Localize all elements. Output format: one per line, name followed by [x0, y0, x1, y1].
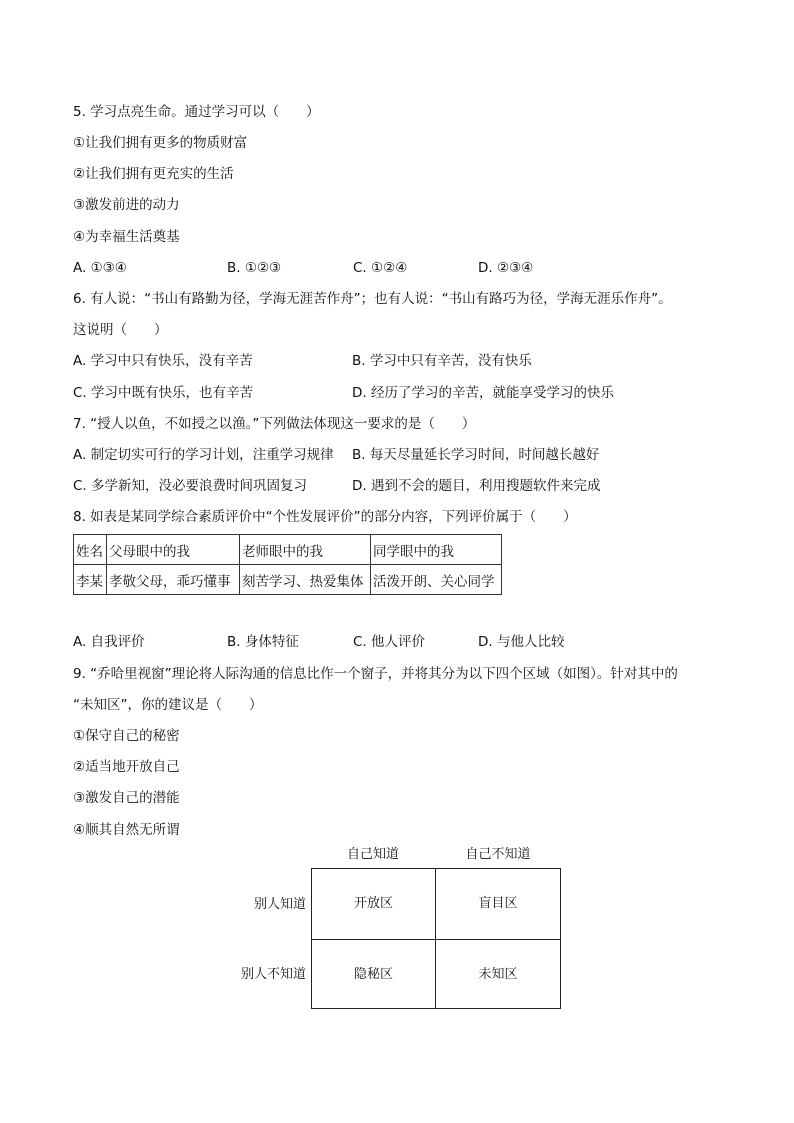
q5-option-b: B. ①②③ — [227, 260, 282, 276]
q9-stem-line1: 9. “乔哈里视窗”理论将人际沟通的信息比作一个窗子，并将其分为以下四个区域（如图）。针对其中的 — [73, 666, 678, 682]
table-cell: 刻苦学习、热爱集体 — [240, 565, 371, 595]
q7-stem: 7. “授人以鱼，不如授之以渔。”下列做法体现这一要求的是（ ） — [73, 416, 476, 432]
q9-item-4: ④顺其自然无所谓 — [73, 822, 180, 838]
table-header-cell: 父母眼中的我 — [107, 535, 240, 565]
evaluation-table — [73, 534, 502, 595]
q9-item-3: ③激发自己的潜能 — [73, 790, 180, 806]
q5-item-4: ④为幸福生活奠基 — [73, 229, 180, 245]
table-cell: 李某 — [74, 565, 107, 595]
q6-stem-line1: 6. 有人说：“书山有路勤为径，学海无涯苦作舟”；也有人说：“书山有路巧为径，学海无涯乐作舟”。 — [73, 291, 672, 307]
q5-option-d: D. ②③④ — [478, 260, 534, 276]
q8-option-c: C. 他人评价 — [353, 634, 426, 650]
table-cell: 活泼开朗、关心同学 — [371, 565, 502, 595]
q9-item-2: ②适当地开放自己 — [73, 759, 180, 775]
q6-option-c: C. 学习中既有快乐，也有辛苦 — [73, 385, 254, 401]
q5-option-c: C. ①②④ — [353, 260, 408, 276]
unknown-area: 未知区 — [478, 967, 518, 982]
blind-area: 盲目区 — [478, 896, 518, 911]
q9-stem-line2: “未知区”，你的建议是（ ） — [73, 697, 263, 713]
col-label-self-known: 自己知道 — [346, 847, 399, 862]
divider-horizontal — [312, 939, 560, 940]
hidden-area: 隐秘区 — [353, 967, 393, 982]
col-label-self-unknown: 自己不知道 — [465, 847, 531, 862]
table-header-row — [74, 535, 502, 565]
row-label-others-known: 别人知道 — [253, 897, 306, 912]
q6-option-b: B. 学习中只有辛苦，没有快乐 — [352, 353, 532, 369]
q7-option-d: D. 遇到不会的题目，利用搜题软件来完成 — [352, 478, 601, 494]
q9-item-1: ①保守自己的秘密 — [73, 728, 180, 744]
row-label-others-unknown: 别人不知道 — [240, 967, 306, 982]
q5-item-1: ①让我们拥有更多的物质财富 — [73, 135, 248, 151]
q8-option-a: A. 自我评价 — [73, 634, 145, 650]
q5-option-a: A. ①③④ — [73, 260, 127, 276]
q7-option-b: B. 每天尽量延长学习时间，时间越长越好 — [352, 447, 600, 463]
q8-option-d: D. 与他人比较 — [478, 634, 565, 650]
q7-option-c: C. 多学新知，没必要浪费时间巩固复习 — [73, 478, 308, 494]
table-header-cell: 姓名 — [74, 535, 107, 565]
table-cell: 孝敬父母，乖巧懂事 — [107, 565, 240, 595]
table-header-cell: 同学眼中的我 — [371, 535, 502, 565]
table-row — [74, 565, 502, 595]
open-area: 开放区 — [353, 896, 393, 911]
table-header-cell: 老师眼中的我 — [240, 535, 371, 565]
q5-item-3: ③激发前进的动力 — [73, 197, 180, 213]
q6-stem-line2: 这说明（ ） — [73, 322, 168, 338]
q8-stem: 8. 如表是某同学综合素质评价中“个性发展评价”的部分内容，下列评价属于（ ） — [73, 509, 577, 525]
johari-window — [311, 868, 561, 1009]
q6-option-a: A. 学习中只有快乐，没有辛苦 — [73, 353, 253, 369]
q8-option-b: B. 身体特征 — [227, 634, 299, 650]
q6-option-d: D. 经历了学习的辛苦，就能享受学习的快乐 — [352, 385, 614, 401]
q7-option-a: A. 制定切实可行的学习计划，注重学习规律 — [73, 447, 334, 463]
q5-item-2: ②让我们拥有更充实的生活 — [73, 166, 234, 182]
q5-stem: 5. 学习点亮生命。通过学习可以（ ） — [73, 104, 320, 120]
